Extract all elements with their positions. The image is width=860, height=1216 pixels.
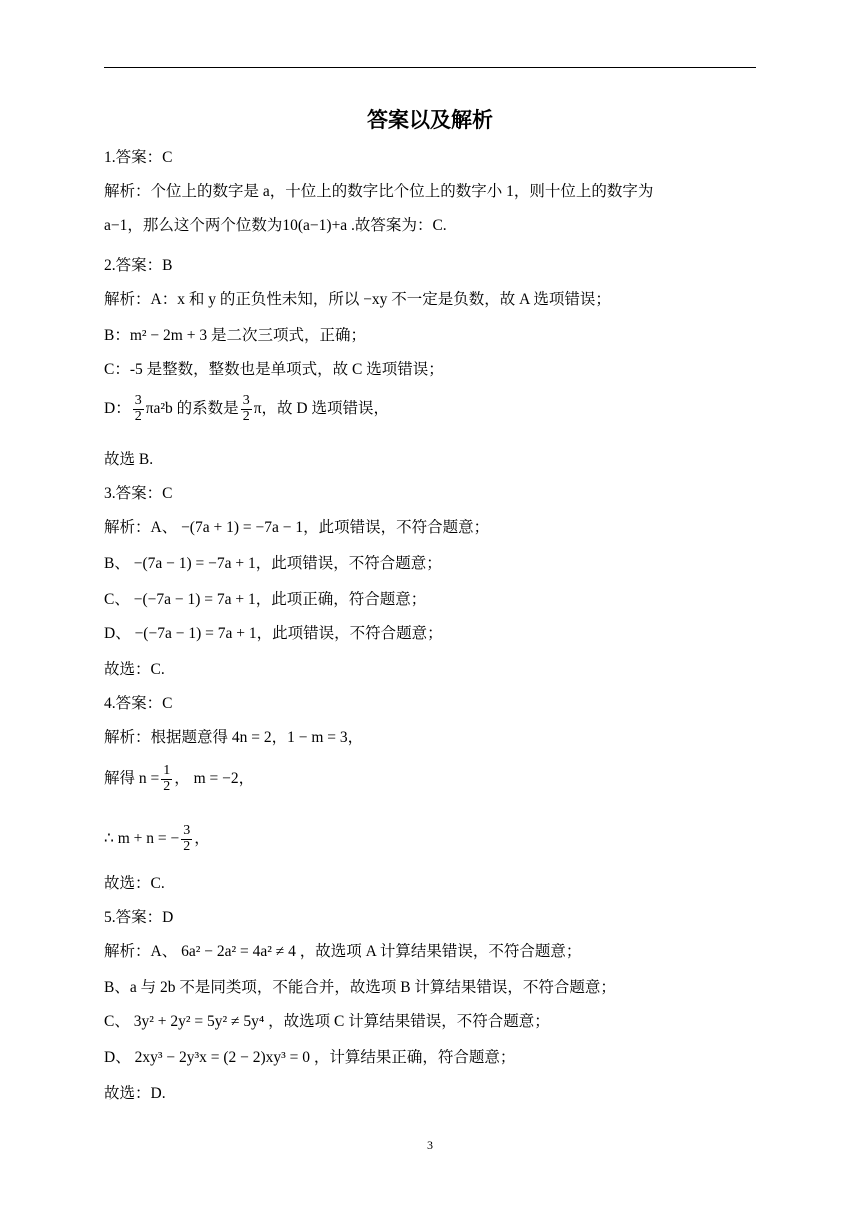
- fraction-denominator: 2: [163, 778, 171, 794]
- q1-answer: 1.答案：C: [104, 149, 173, 166]
- q4-answer: 4.答案：C: [104, 695, 173, 712]
- q4-l3-prefix: ∴ m + n = −: [104, 829, 180, 847]
- q2-option-a: 解析：A：x 和 y 的正负性未知，所以 −xy 不一定是负数，故 A 选项错误；: [104, 291, 611, 308]
- fraction-numerator: 3: [183, 823, 191, 838]
- fraction: [133, 394, 144, 424]
- q2-d-middle: πa²b 的系数是: [145, 399, 239, 417]
- q4-l2-prefix: 解得 n =: [104, 769, 160, 787]
- q2-option-b: B：m² − 2m + 3 是二次三项式，正确；: [104, 327, 366, 344]
- fraction: [161, 764, 172, 794]
- q5-option-c: C、 3y² + 2y² = 5y² ≠ 5y⁴ ，故选项 C 计算结果错误，不符合题意；: [104, 1013, 550, 1030]
- q2-option-d: [104, 394, 389, 424]
- page-number: 3: [427, 1138, 433, 1152]
- q2-d-prefix: D：: [104, 399, 131, 417]
- q4-explanation-line3: [104, 824, 210, 854]
- fraction: [181, 824, 192, 854]
- q4-choice: 故选：C.: [104, 875, 165, 892]
- q5-answer: 5.答案：D: [104, 909, 174, 926]
- q5-choice: 故选：D.: [104, 1085, 166, 1102]
- fraction-denominator: 2: [242, 408, 250, 424]
- fraction-numerator: 1: [163, 763, 171, 778]
- q5-option-b: B、a 与 2b 不是同类项，不能合并，故选项 B 计算结果错误，不符合题意；: [104, 979, 616, 996]
- q3-option-c: C、 −(−7a − 1) = 7a + 1，此项正确，符合题意；: [104, 591, 427, 608]
- fraction: [241, 394, 252, 424]
- fraction-denominator: 2: [134, 408, 142, 424]
- q2-option-c: C：-5 是整数，整数也是单项式，故 C 选项错误；: [104, 361, 444, 378]
- q5-option-a: 解析：A、 6a² − 2a² = 4a² ≠ 4 ，故选项 A 计算结果错误，不符合题意；: [104, 943, 582, 960]
- header-rule: [104, 67, 756, 68]
- q3-option-b: B、 −(7a − 1) = −7a + 1，此项错误，不符合题意；: [104, 555, 442, 572]
- q4-explanation-line2: [104, 764, 254, 794]
- q3-choice: 故选：C.: [104, 661, 165, 678]
- q4-l2-suffix: ， m = −2，: [174, 769, 255, 787]
- fraction-numerator: 3: [134, 393, 142, 408]
- q1-explanation-line2: a−1，那么这个两个位数为10(a−1)+a .故答案为：C.: [104, 217, 447, 234]
- q5-option-d: D、 2xy³ − 2y³x = (2 − 2)xy³ = 0 ，计算结果正确，符合题意；: [104, 1049, 516, 1066]
- q3-option-a: 解析：A、 −(7a + 1) = −7a − 1，此项错误，不符合题意；: [104, 519, 490, 536]
- fraction-numerator: 3: [242, 393, 250, 408]
- fraction-denominator: 2: [183, 838, 191, 854]
- q2-choice: 故选 B.: [104, 451, 154, 468]
- page-title: 答案以及解析: [367, 108, 493, 132]
- q1-explanation-line1: 解析：个位上的数字是 a，十位上的数字比个位上的数字小 1，则十位上的数字为: [104, 183, 654, 200]
- q3-answer: 3.答案：C: [104, 485, 173, 502]
- q4-explanation-line1: 解析：根据题意得 4n = 2，1 − m = 3，: [104, 729, 364, 746]
- q2-d-suffix: π，故 D 选项错误，: [253, 399, 389, 417]
- q4-l3-suffix: ，: [194, 829, 210, 847]
- q3-option-d: D、 −(−7a − 1) = 7a + 1，此项错误，不符合题意；: [104, 625, 443, 642]
- q2-answer: 2.答案：B: [104, 257, 173, 274]
